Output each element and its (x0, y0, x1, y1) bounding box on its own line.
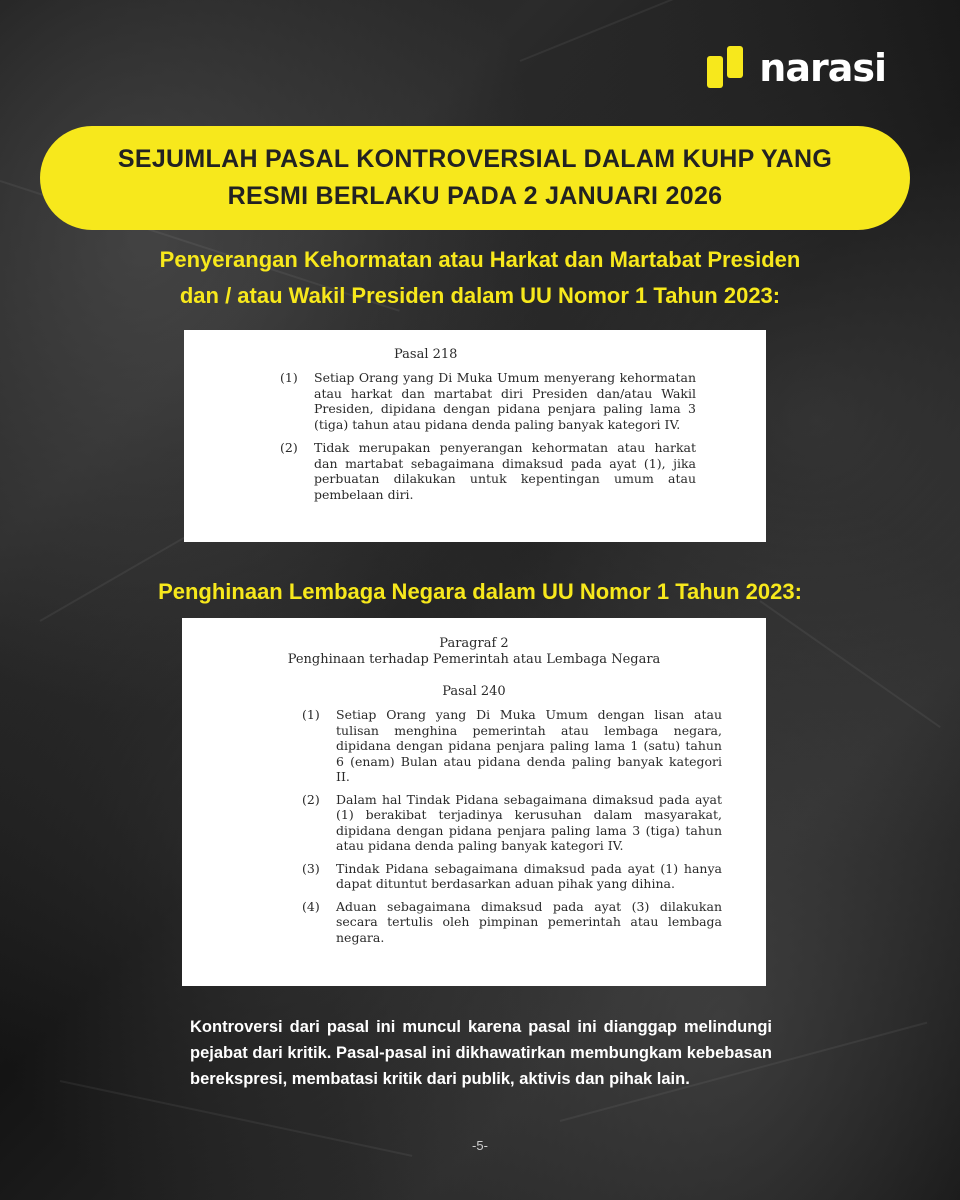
page-number: -5- (472, 1138, 488, 1153)
pasal-title: Pasal 240 (442, 684, 506, 699)
title-banner (40, 126, 910, 230)
item-number: (1) (302, 707, 320, 722)
paragraf-title: Paragraf 2 (439, 636, 509, 651)
item-text: Dalam hal Tindak Pidana sebagaimana dimaksud pada ayat (1) berakibat terjadinya kerusuhan dalam masyarakat, dipidana dengan pidana penjara paling lama 3 (tiga) tahun atau pidana denda paling banyak kategori IV. (336, 791, 722, 853)
controversy-paragraph: Kontroversi dari pasal ini muncul karena pasal ini dianggap melindungi pejabat dari kritik. Pasal-pasal ini dikhawatirkan membungkam kebebasan berekspresi, membatasi kritik dari publik, aktivis dan pihak lain. (190, 1018, 772, 1088)
item-text: Setiap Orang yang Di Muka Umum menyerang kehormatan atau harkat dan martabat diri Presiden dan/atau Wakil Presiden, dipidana dengan pidana penjara paling lama 3 (tiga) tahun atau pidana denda paling banyak kategori IV. (314, 370, 696, 432)
section2-heading (0, 574, 960, 610)
section2-heading-text: Penghinaan Lembaga Negara dalam UU Nomor 1 Tahun 2023: (158, 579, 802, 604)
item-number: (3) (302, 860, 320, 876)
section1-heading (0, 242, 960, 314)
section1-heading-line-1: Penyerangan Kehormatan atau Harkat dan Martabat Presiden (159, 247, 801, 272)
brand-logo (705, 46, 886, 90)
item-text: Setiap Orang yang Di Muka Umum dengan lisan atau tulisan menghina pemerintah atau lembaga negara, dipidana dengan pidana penjara paling lama 1 (satu) tahun 6 (enam) Bulan atau pidana denda paling banyak kategori II. (336, 707, 722, 784)
list-item (280, 440, 696, 502)
pasal-240-document (182, 618, 766, 986)
narasi-logo-icon (705, 46, 749, 90)
list-item (302, 792, 722, 854)
item-number: (4) (302, 898, 320, 914)
item-text: Tindak Pidana sebagaimana dimaksud pada ayat (1) hanya dapat dituntut berdasarkan aduan pihak yang dihina. (336, 860, 722, 891)
item-text: Tidak merupakan penyerangan kehormatan atau harkat dan martabat sebagaimana dimaksud pada ayat (1), jika perbuatan dilakukan untuk kepentingan umum atau pembelaan diri. (314, 440, 696, 502)
item-number: (1) (280, 370, 298, 385)
list-item (280, 370, 696, 432)
item-number: (2) (302, 791, 320, 807)
section1-heading-line-2: dan / atau Wakil Presiden dalam UU Nomor 1 Tahun 2023: (179, 283, 781, 308)
paragraf-subtitle: Penghinaan terhadap Pemerintah atau Lembaga Negara (287, 652, 661, 667)
item-text: Aduan sebagaimana dimaksud pada ayat (3) dilakukan secara tertulis oleh pimpinan pemerintah atau lembaga negara. (336, 898, 722, 945)
list-item (302, 707, 722, 785)
item-number: (2) (280, 440, 298, 455)
title-line-1: SEJUMLAH PASAL KONTROVERSIAL DALAM KUHP YANG (117, 145, 833, 173)
title-line-2: RESMI BERLAKU PADA 2 JANUARI 2026 (227, 182, 723, 210)
list-item (302, 899, 722, 946)
list-item (302, 861, 722, 892)
pasal-title: Pasal 218 (394, 347, 458, 362)
brand-name: narasi (759, 46, 886, 90)
pasal-218-document (184, 330, 766, 542)
paper-crease (759, 600, 940, 728)
